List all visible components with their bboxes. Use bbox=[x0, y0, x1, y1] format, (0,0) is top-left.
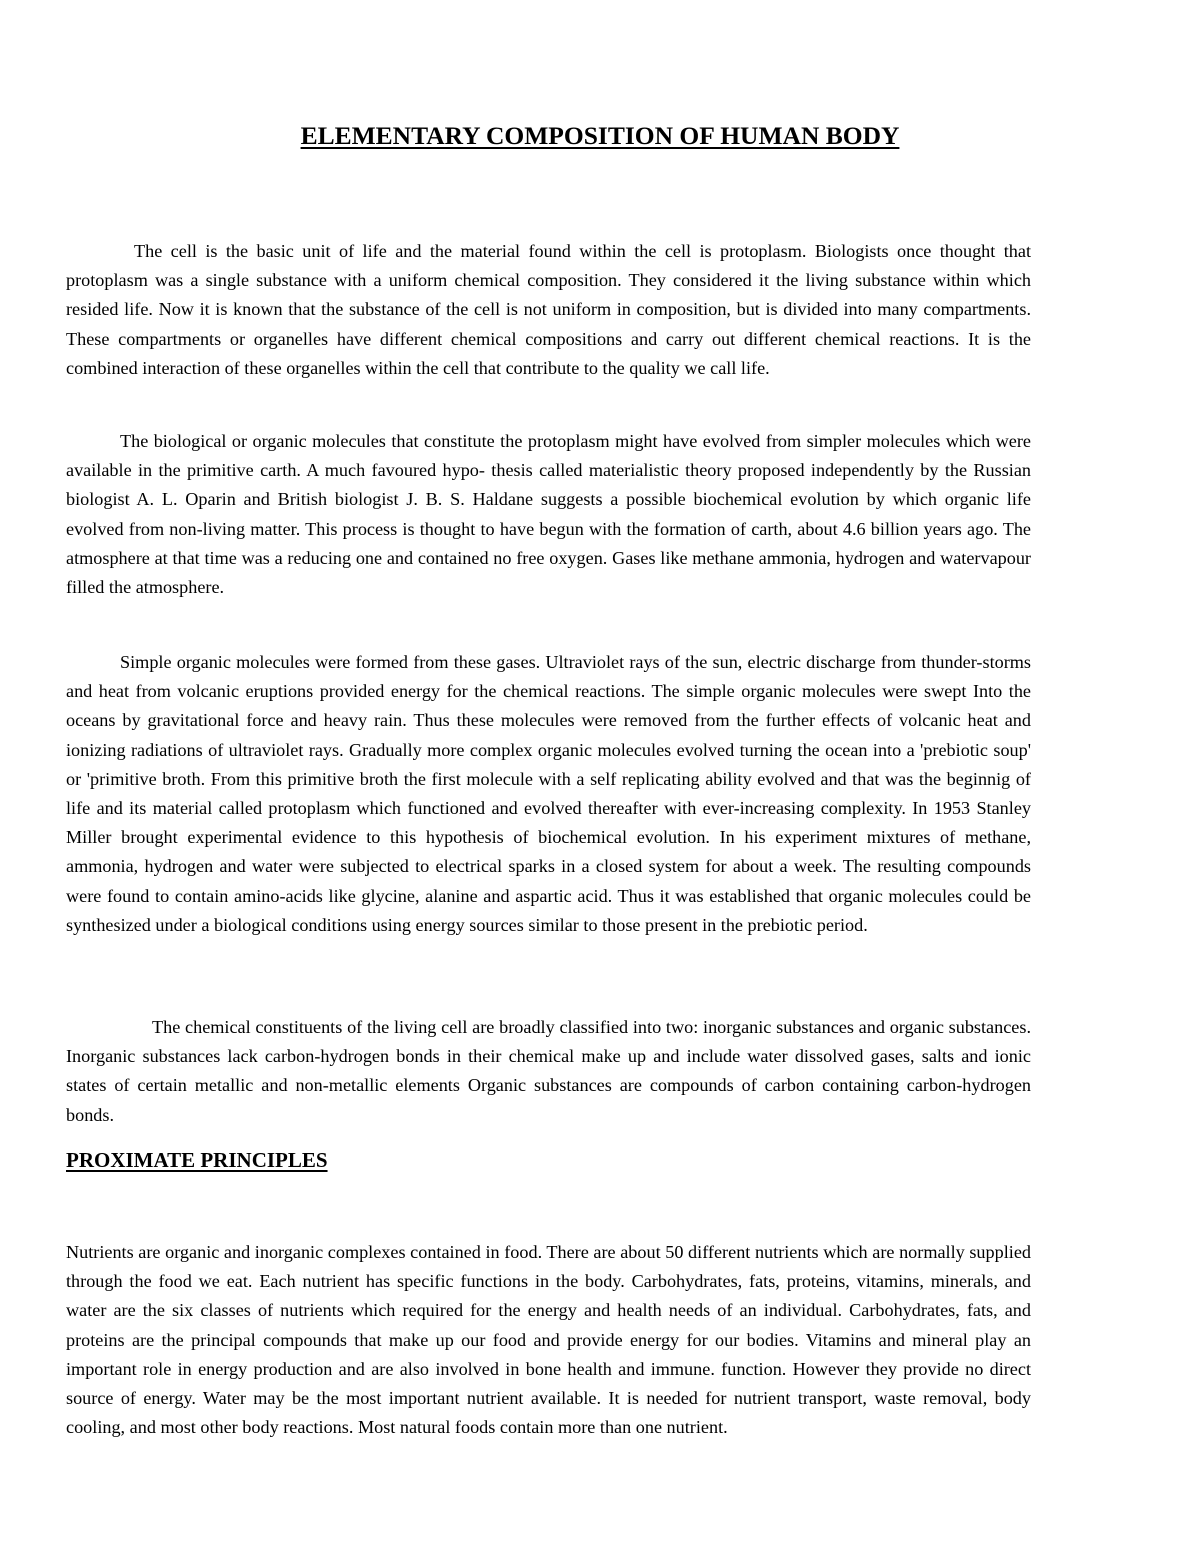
paragraph-chemical-constituents: The chemical constituents of the living cell are broadly classified into two: inorganic substances and organic substances. Inorganic substances lack carbon-hydrogen bonds in their chemical make up and include water dissolved gases, salts and ionic states of certain metallic and non-metallic elements Organic substances are compounds of carbon containing carbon-hydrogen bonds. bbox=[66, 1017, 1031, 1125]
paragraph-simple-organic-molecules: Simple organic molecules were formed from these gases. Ultraviolet rays of the sun, electric discharge from thunder-storms and heat from volcanic eruptions provided energy for the chemical reactions. The simple organic molecules were swept Into the oceans by gravitational force and heavy rain. Thus these molecules were removed from the further effects of volcanic heat and ionizing radiations of ultraviolet rays. Gradually more complex organic molecules evolved turning the ocean into a 'prebiotic soup' or 'primitive broth. From this primitive broth the first molecule with a self replicating ability evolved and that was the beginnig of life and its material called protoplasm which functioned and evolved thereafter with ever-increasing complexity. In 1953 Stanley Miller brought experimental evidence to this hypothesis of biochemical evolution. In his experiment mixtures of methane, ammonia, hydrogen and water were subjected to electrical sparks in a closed system for about a week. The resulting compounds were found to contain amino-acids like glycine, alanine and aspartic acid. Thus it was established that organic molecules could be synthesized under a biological conditions using energy sources similar to those present in the prebiotic period. bbox=[66, 652, 1031, 935]
section-heading: PROXIMATE PRINCIPLES bbox=[66, 1148, 328, 1172]
document-title: ELEMENTARY COMPOSITION OF HUMAN BODY bbox=[300, 121, 900, 150]
paragraph-cell-protoplasm: The cell is the basic unit of life and the material found within the cell is protoplasm. Biologists once thought that protoplasm was a single substance with a uniform chemical composition. They considered it the living substance within which resided life. Now it is known that the substance of the cell is not uniform in composition, but is divided into many compartments. These compartments or organelles have different chemical compositions and carry out different chemical reactions. It is the combined interaction of these organelles within the cell that contribute to the quality we call life. bbox=[66, 241, 1031, 378]
paragraph-biological-molecules: The biological or organic molecules that constitute the protoplasm might have evolved from simpler molecules which were available in the primitive carth. A much favoured hypo- thesis called materialistic theory proposed independently by the Russian biologist A. L. Oparin and British biologist J. B. S. Haldane suggests a possible biochemical evolution by which organic life evolved from non-living matter. This process is thought to have begun with the formation of carth, about 4.6 billion years ago. The atmosphere at that time was a reducing one and contained no free oxygen. Gases like methane ammonia, hydrogen and watervapour filled the atmosphere. bbox=[66, 431, 1031, 598]
paragraph-nutrients: Nutrients are organic and inorganic complexes contained in food. There are about 50 different nutrients which are normally supplied through the food we eat. Each nutrient has specific functions in the body. Carbohydrates, fats, proteins, vitamins, minerals, and water are the six classes of nutrients which required for the energy and health needs of an individual. Carbohydrates, fats, and proteins are the principal compounds that make up our food and provide energy for our bodies. Vitamins and mineral play an important role in energy production and are also involved in bone health and immune. function. However they provide no direct source of energy. Water may be the most important nutrient available. It is needed for nutrient transport, waste removal, body cooling, and most other body reactions. Most natural foods contain more than one nutrient. bbox=[66, 1242, 1031, 1438]
